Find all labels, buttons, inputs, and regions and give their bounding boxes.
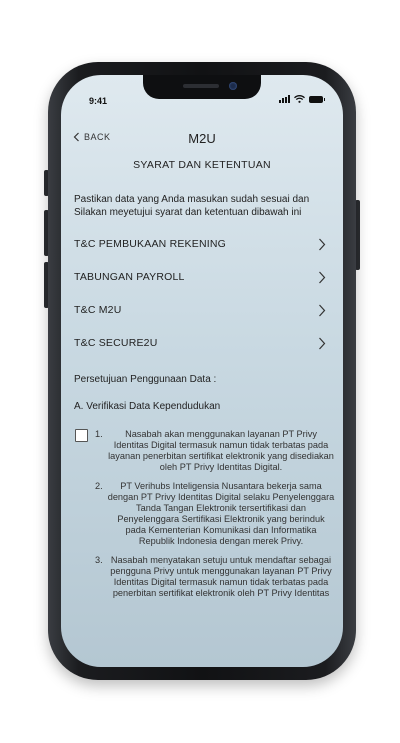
term-number: 2. — [95, 481, 103, 491]
consent-heading: Persetujuan Penggunaan Data : — [74, 374, 217, 385]
intro-text: Pastikan data yang Anda masukan sudah sesuai dan Silakan meyetujui syarat dan ketentuan dibawah ini — [74, 194, 310, 218]
list-item — [95, 481, 335, 547]
menu-item-tc-m2u[interactable] — [74, 300, 326, 320]
signal-icon — [279, 95, 290, 103]
list-item — [95, 429, 335, 473]
wifi-icon — [294, 95, 305, 103]
term-number: 1. — [95, 429, 103, 439]
page-title: M2U — [188, 131, 216, 146]
menu-item-tc-secure2u[interactable] — [74, 333, 326, 353]
menu-item-label: T&C PEMBUKAAN REKENING — [74, 238, 227, 250]
phone-screen — [61, 75, 343, 667]
back-label: BACK — [84, 132, 111, 142]
term-text: PT Verihubs Inteligensia Nusantara bekerja sama dengan PT Privy Identitas Digital selaku Penyelenggara Tanda Tangan Elektronik tersertifikasi dan Penyelenggara Sertifikasi Elektronik yang berinduk pada Kementerian Komunikasi dan Informatika Republik Indonesia dengan merek Privy. — [107, 481, 335, 546]
chevron-right-icon — [318, 337, 326, 350]
terms-list — [95, 429, 335, 607]
menu-item-label: T&C SECURE2U — [74, 337, 158, 349]
term-number: 3. — [95, 555, 103, 565]
consent-checkbox[interactable] — [75, 429, 88, 442]
battery-icon — [309, 96, 323, 103]
speaker — [183, 84, 219, 88]
list-item — [95, 555, 335, 599]
chevron-right-icon — [318, 238, 326, 251]
notch — [143, 75, 261, 99]
status-time: 9:41 — [89, 96, 108, 106]
menu-item-label: T&C M2U — [74, 304, 122, 316]
menu-item-tc-pembukaan-rekening[interactable] — [74, 234, 326, 254]
menu-item-tabungan-payroll[interactable] — [74, 267, 326, 287]
term-text: Nasabah menyatakan setuju untuk mendaftar sebagai pengguna Privy untuk menggunakan layanan PT Privy Identitas Digital termasuk namun tidak terbatas pada penerbitan sertifikat elektronik oleh PT Privy Identitas — [110, 555, 332, 598]
status-icons — [279, 95, 323, 103]
term-text: Nasabah akan menggunakan layanan PT Privy Identitas Digital termasuk namun tidak terbatas pada layanan penerbitan sertifikat elektronik yang disediakan oleh PT Privy Identitas Digital. — [108, 429, 334, 472]
verification-section-heading: A. Verifikasi Data Kependudukan — [74, 401, 221, 412]
chevron-right-icon — [318, 271, 326, 284]
page-subtitle: SYARAT DAN KETENTUAN — [133, 159, 271, 171]
chevron-right-icon — [318, 304, 326, 317]
front-camera — [229, 82, 237, 90]
menu-item-label: TABUNGAN PAYROLL — [74, 271, 185, 283]
